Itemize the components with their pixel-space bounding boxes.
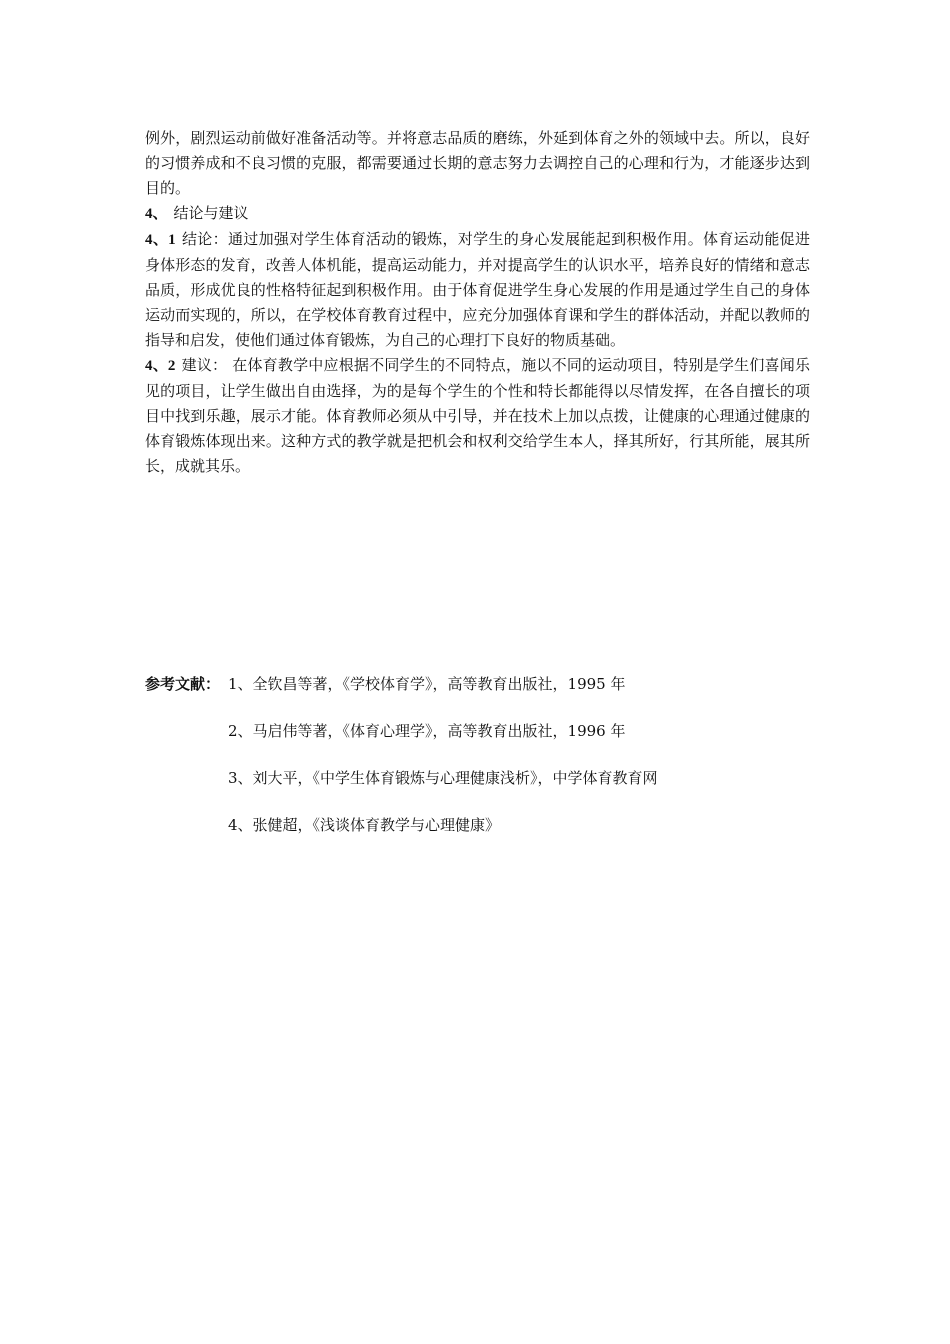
reference-item: 4、张健超，《浅谈体育教学与心理健康》 bbox=[228, 816, 501, 834]
reference-item: 2、马启伟等著，《体育心理学》，高等教育出版社，1996 年 bbox=[228, 722, 626, 740]
reference-item: 3、刘大平，《中学生体育锻炼与心理健康浅析》，中学体育教育网 bbox=[228, 769, 658, 787]
reference-row bbox=[145, 720, 845, 742]
paragraph-suggestion bbox=[145, 353, 810, 479]
section-number: 4、 bbox=[145, 206, 168, 222]
subsection-number: 4、1 bbox=[145, 232, 176, 248]
reference-row bbox=[145, 814, 845, 836]
suggestion-text: 建议： 在体育教学中应根据不同学生的不同特点，施以不同的运动项目，特别是学生们喜闻乐见的项目，让学生做出自由选择，为的是每个学生的个性和特长都能得以尽情发挥，在各自擅长的项目中找到乐趣，展示才能。体育教师必须从中引导，并在技术上加以点拨，让健康的心理通过健康的体育锻炼体现出来。这种方式的教学就是把机会和权利交给学生本人，择其所好，行其所能，展其所长，成就其乐。 bbox=[145, 356, 810, 475]
section-title: 结论与建议 bbox=[173, 204, 249, 222]
reference-item: 1、全钦昌等著，《学校体育学》，高等教育出版社，1995 年 bbox=[228, 675, 626, 693]
reference-row bbox=[145, 673, 845, 695]
references bbox=[145, 673, 845, 861]
body-text bbox=[145, 126, 810, 479]
conclusion-text: 结论：通过加强对学生体育活动的锻炼，对学生的身心发展能起到积极作用。体育运动能促进身体形态的发育，改善人体机能，提高运动能力，并对提高学生的认识水平，培养良好的情绪和意志品质，形成优良的性格特征起到积极作用。由于体育促进学生身心发展的作用是通过学生自己的身体运动而实现的，所以，在学校体育教育过程中，应充分加强体育课和学生的群体活动，并配以教师的指导和启发，使他们通过体育锻炼，为自己的心理打下良好的物质基础。 bbox=[145, 230, 810, 349]
paragraph-conclusion bbox=[145, 227, 810, 353]
section-heading-4 bbox=[145, 201, 810, 227]
paragraph-continuation: 例外，剧烈运动前做好准备活动等。并将意志品质的磨练，外延到体育之外的领域中去。所以，良好的习惯养成和不良习惯的克服，都需要通过长期的意志努力去调控自己的心理和行为，才能逐步达到目的。 bbox=[145, 129, 810, 197]
reference-row bbox=[145, 767, 845, 789]
references-label: 参考文献： bbox=[145, 675, 221, 693]
subsection-number: 4、2 bbox=[145, 358, 176, 374]
